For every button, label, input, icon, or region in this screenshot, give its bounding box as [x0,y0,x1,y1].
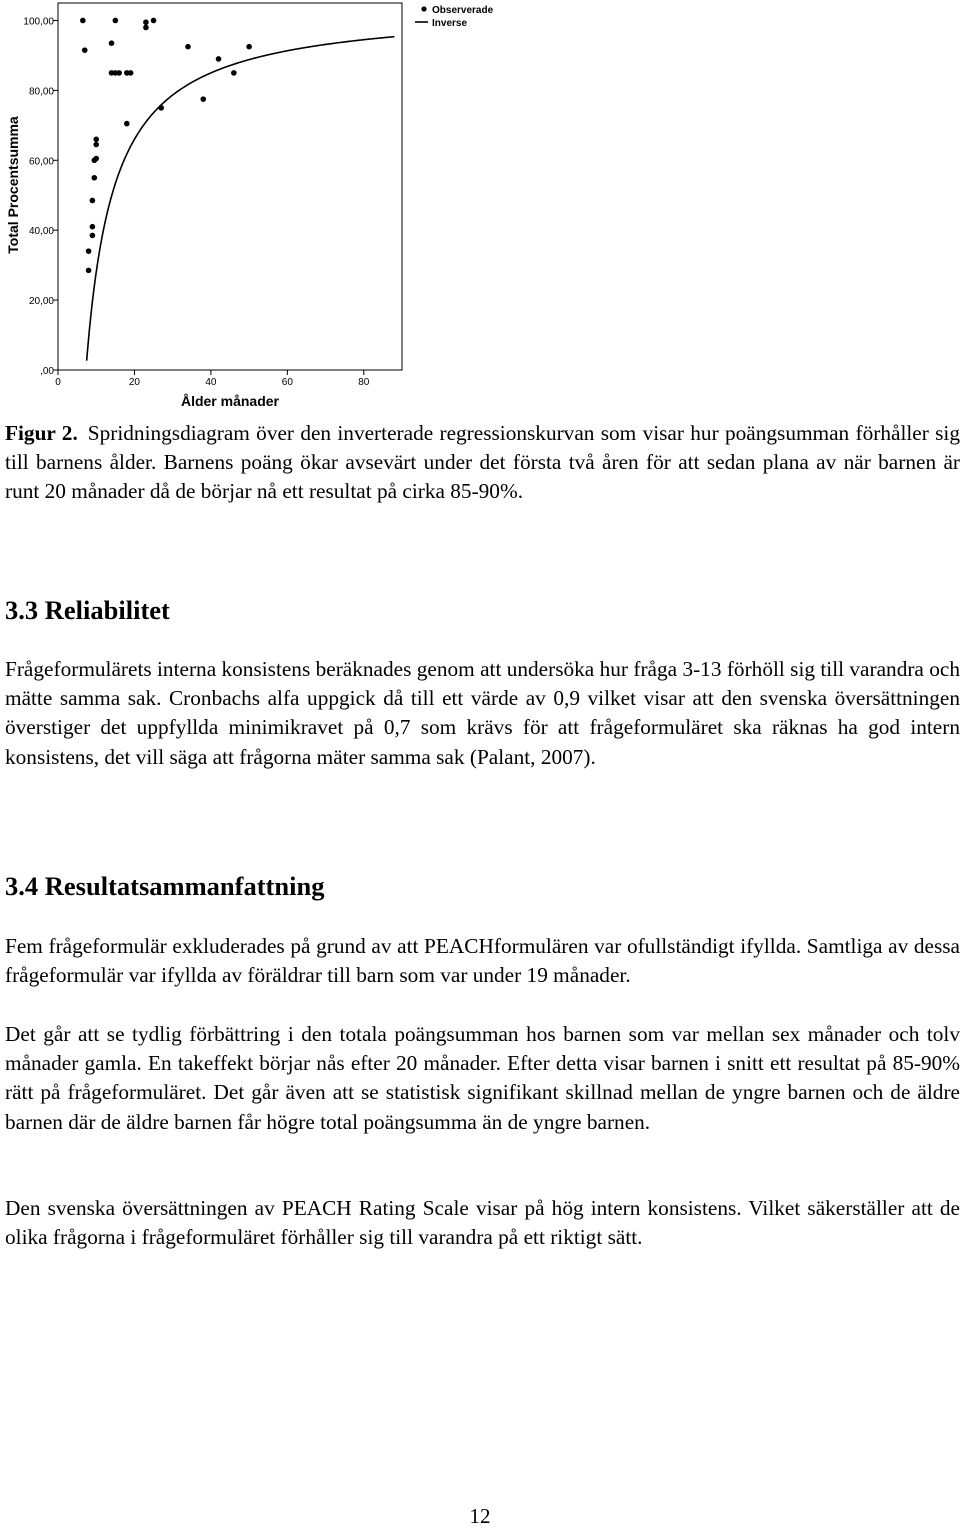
observed-point [185,44,191,50]
observed-point [82,47,88,53]
observed-points [80,18,252,274]
figure-label: Figur 2. [5,421,78,445]
observed-point [216,56,222,62]
observed-point [93,156,99,162]
page-number: 12 [469,1504,491,1528]
observed-point [143,19,149,25]
y-tick-label: ,00 [40,366,54,377]
chart-legend [415,5,494,29]
observed-point [158,105,164,111]
inverse-curve [87,37,395,361]
paragraph-result-1: Fem frågeformulär exkluderades på grund av att PEACHformulären var ofullständigt ifyllda. Samtliga av dessa frågeformulär var ifyllda av föräldrar till barn som var under 19 månader. [5,934,960,988]
y-tick-label: 60,00 [28,156,54,168]
observed-point [109,40,115,46]
x-axis-label: Ålder månader [180,393,280,409]
section-heading-resultatsammanfattning: 3.4 Resultatsammanfattning [5,871,325,901]
plot-frame [58,3,402,370]
observed-point [93,137,99,143]
observed-point [151,18,157,24]
figure-caption-text: Spridningsdiagram över den inverterade regressionskurvan som visar hur poängsumman förhåller sig till barnens ålder. Barnens poäng ökar avsevärt under det första två åren för att sedan plana av när barnen är runt 20 månader då de börjar nå ett resultat på cirka 85-90%. [5,421,960,504]
inverse-curve-layer [87,37,395,361]
observed-point [86,268,92,274]
y-tick-label: 20,00 [28,296,54,308]
observed-point [124,121,130,127]
observed-point [200,96,206,102]
x-tick-label: 20 [128,377,141,388]
section-heading-reliabilitet: 3.3 Reliabilitet [5,595,170,625]
observed-point [143,25,149,31]
observed-point [113,18,119,24]
observed-point [86,248,92,254]
observed-point [246,44,252,50]
observed-point [93,142,99,148]
y-tick-label: 40,00 [28,226,54,238]
legend-label-inverse: Inverse [432,18,468,29]
observed-point [90,233,96,239]
observed-point [90,198,96,204]
legend-marker-observed [421,6,426,11]
observed-point [231,70,237,76]
paragraph-reliabilitet: Frågeformulärets interna konsistens beräknades genom att undersöka hur fråga 3-13 förhöll sig till varandra och mätte samma sak. Cronbachs alfa uppgick då till ett värde av 0,9 vilket visar att den svenska översättningen överstiger det uppfyllda minimikravet på 0,7 som krävs för att frågeformuläret ska räknas ha god intern konsistens, det vill säga att frågorna mäter samma sak (Palant, 2007). [5,657,960,769]
legend-label-observed: Observerade [432,5,494,16]
chart-axes [58,3,402,370]
observed-point [90,224,96,230]
x-tick-label: 80 [358,377,370,388]
y-tick-label: 100,00 [23,16,54,28]
observed-point [80,18,86,24]
x-tick-label: 40 [205,377,217,388]
figure-caption [5,419,960,507]
observed-point [92,175,98,181]
x-tick-label: 60 [281,377,293,388]
chart-ticks [23,16,369,388]
paragraph-result-2: Det går att se tydlig förbättring i den totala poängsumman hos barnen som var mellan sex månader och tolv månader gamla. En takeffekt börjar nås efter 20 månader. Efter detta visar barnen i snitt ett resultat på 85-90% rätt på frågeformuläret. Det går även att se statistisk signifikant skillnad mellan de yngre barnen och de äldre barnen där de äldre barnen får högre total poängsumma än de yngre barnen. [5,1022,960,1134]
y-axis-label: Total Procentsumma [5,116,21,254]
y-tick-label: 80,00 [28,86,54,98]
paragraph-result-3: Den svenska översättningen av PEACH Rating Scale visar på hög intern konsistens. Vilket säkerställer att de olika frågorna i frågeformuläret förhåller sig till varandra på ett riktigt sätt. [5,1196,960,1250]
scatter-chart [0,0,520,412]
observed-point [116,70,122,76]
observed-point [128,70,134,76]
x-tick-label: 0 [55,377,61,388]
